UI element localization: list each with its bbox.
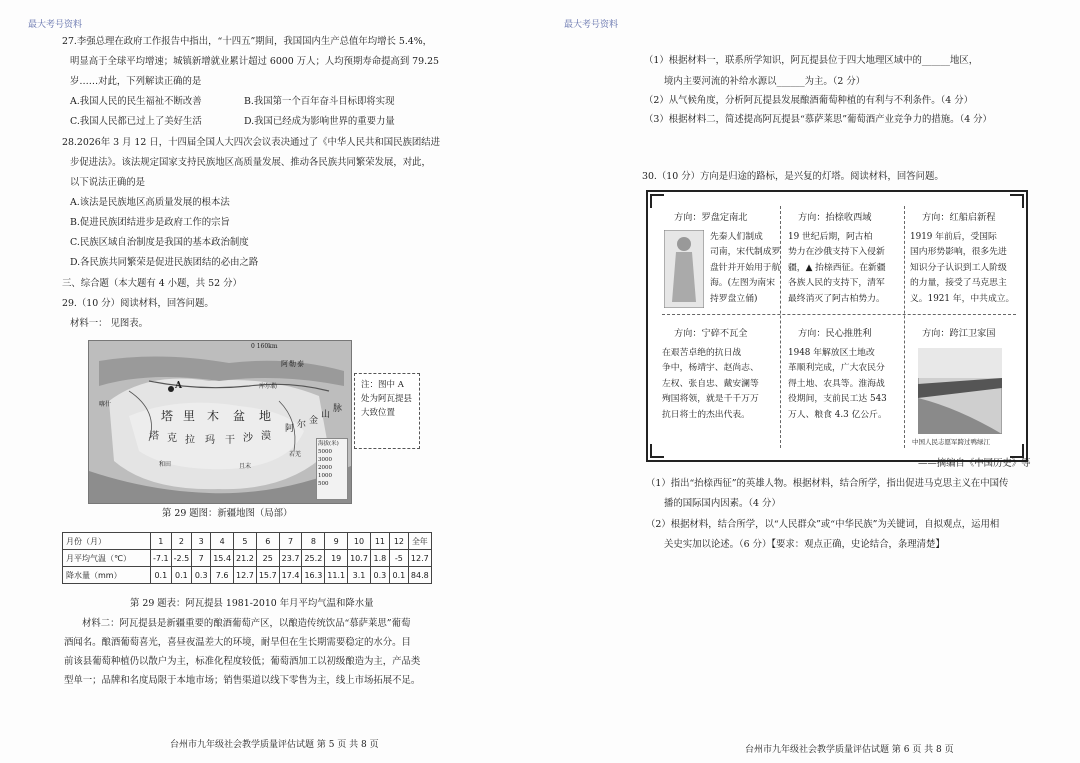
table-cell: 15.4 [211, 550, 234, 567]
material1-label: 材料一： 见图表。 [70, 318, 148, 329]
q27-option-d: D.我国已经成为影响世界的重要力量 [244, 116, 395, 127]
table-cell: 0.1 [171, 567, 192, 584]
map-place-label: 喀什 [99, 401, 112, 408]
legend-value: 2000 [318, 465, 332, 471]
q28-option-b: B.促进民族团结进步是政府工作的宗旨 [70, 217, 230, 228]
q27-line: 明显高于全球平均增速；城镇新增就业累计超过 6000 万人；人均预期寿命提高到 79.25 [70, 56, 440, 67]
frame-corner [650, 444, 664, 458]
map-note: 注：图中 A 处为阿瓦提县大致位置 [354, 373, 420, 449]
map-place-label: 山 [321, 410, 331, 420]
panel-title-text: 方向：罗盘定南北 [674, 212, 748, 223]
map-point-a: A [175, 381, 182, 391]
q28-line: 28.2026年 3 月 12 日，十四届全国人大四次会议表决通过了《中华人民共和国民族团结进 [62, 137, 440, 148]
panel-body-text: 1948 年解放区土地改 革顺利完成，广大农民分 得土地、农具等。淮海战 役期间，支前民工达 543 万人、粮食 4.3 亿公斤。 [788, 348, 887, 420]
q29-sub-question: （1）根据材料一，联系所学知识，阿瓦提县位于四大地理区域中的______地区， [644, 55, 979, 66]
q27-line: 27.李强总理在政府工作报告中指出，“十四五”期间，我国国内生产总值年均增长 5.4%， [62, 36, 433, 47]
table-caption: 第 29 题表：阿瓦提县 1981-2010 年月平均气温和降水量 [130, 598, 374, 609]
table-cell: 0.1 [389, 567, 408, 584]
map-region-label: 盆 [233, 409, 246, 423]
map-legend [316, 438, 348, 500]
map-place-label: 若羌 [289, 451, 302, 458]
q28-option-d: D.各民族共同繁荣是促进民族团结的必由之路 [70, 257, 259, 268]
q28-option-a: A.该法是民族地区高质量发展的根本法 [70, 197, 230, 208]
map-desert-label: 干 [225, 435, 235, 446]
material2-line: 型单一；品牌和名度局限于本地市场；销售渠道以线下零售为主，线上市场拓展不足。 [64, 675, 421, 686]
q28-option-c: C.民族区域自治制度是我国的基本政治制度 [70, 237, 249, 248]
table-cell: 10.7 [348, 550, 371, 567]
panel-title-text: 方向：红船启新程 [922, 212, 996, 223]
page-footer: 台州市九年级社会教学质量评估试题 第 5 页 共 8 页 [170, 740, 379, 750]
table-cell: 11.1 [325, 567, 348, 584]
map-place-label: 阿 [285, 424, 295, 434]
panel-title-text: 方向：宁碎不瓦全 [674, 328, 748, 339]
table-cell: 12.7 [234, 567, 257, 584]
panel-body-text: 1919 年前后，受国际 国内形势影响，很多先进 知识分子认识到工人阶级 的力量，接受了马克思主 义。1921 年，中共成立。 [910, 232, 1015, 304]
map-place-label: 脉 [333, 404, 343, 414]
panel-title [922, 210, 996, 225]
map-place-label: 金 [309, 416, 319, 426]
panel-title [798, 326, 872, 341]
table-cell: 15.7 [256, 567, 279, 584]
frame-corner [1010, 194, 1024, 208]
panel-body-text: 在艰苦卓绝的抗日战 争中，杨靖宇、赵尚志、 左权、张自忠、戴安澜等 殉国将领，就是千千万万 抗日将士的杰出代表。 [662, 348, 759, 420]
legend-value: 5000 [318, 449, 332, 455]
q30-sub-question: （1）指出“抬榇西征”的英雄人物。根据材料，结合所学，指出促进马克思主义在中国传 [646, 478, 1009, 489]
table-row-label: 月平均气温（℃） [63, 550, 151, 567]
table-cell: 3.1 [348, 567, 371, 584]
frame-corner [650, 194, 664, 208]
table-header: 12 [389, 533, 408, 550]
table-cell: 16.3 [302, 567, 325, 584]
table-cell: -2.5 [171, 550, 192, 567]
source-citation: ——摘编自《中国历史》等 [918, 458, 1031, 469]
page-footer: 台州市九年级社会教学质量评估试题 第 6 页 共 8 页 [745, 745, 954, 755]
panel-title-text: 方向：跨江卫家国 [922, 328, 996, 339]
map-desert-label: 克 [167, 433, 177, 444]
table-cell: 1.8 [370, 550, 389, 567]
panel-body [910, 230, 1014, 307]
divider [904, 206, 905, 448]
map-place-label: 尔 [297, 420, 307, 430]
table-header: 月份（月） [63, 533, 151, 550]
q30-title: 30.（10 分）方向是归途的路标，是兴复的灯塔。阅读材料，回答问题。 [642, 171, 944, 182]
divider [662, 314, 1016, 315]
table-header: 3 [192, 533, 211, 550]
legend-value: 500 [318, 481, 329, 487]
table-header: 1 [151, 533, 172, 550]
watermark: 最大考号资料 [28, 20, 83, 30]
map-desert-label: 玛 [205, 435, 215, 446]
table-cell: 17.4 [279, 567, 302, 584]
q29-sub-question: 境内主要河流的补给水源以______为主。（2 分） [664, 76, 866, 87]
material2-line: 酒闻名。酿酒葡萄喜光，喜昼夜温差大的环境，耐旱但在生长期需要稳定的水分。目 [64, 637, 411, 648]
table-header: 6 [256, 533, 279, 550]
q30-sub-question: 关史实加以论述。（6 分）【要求：观点正确，史论结合，条理清楚】 [664, 539, 945, 550]
q30-sub-question: （2）根据材料，结合所学，以“人民群众”或“中华民族”为关键词，自拟观点，运用相 [646, 519, 1000, 530]
q28-line: 步促进法》。该法规定国家支持民族地区高质量发展、推动各民族共同繁荣发展，对此， [70, 157, 431, 168]
panel-title [674, 326, 748, 341]
table-header: 5 [234, 533, 257, 550]
panel-title [798, 210, 872, 225]
panel-body-text: 19 世纪后期，阿古柏 势力在沙俄支持下入侵新 疆，▲ 抬榇西征。在新疆 各族人民的支持下，清军 最终消灭了阿古柏势力。 [788, 232, 886, 304]
map-place-label: 阿 [281, 360, 288, 368]
history-material-box [646, 190, 1028, 462]
q29-title: 29.（10 分）阅读材料，回答问题。 [62, 298, 214, 309]
table-cell: 84.8 [408, 567, 431, 584]
panel-body [788, 230, 886, 307]
panel-body-text: 先秦人们制成 司南，宋代制成罗 盘针并开始用于航 海。(左图为南宋 持罗盘立俑) [710, 232, 781, 304]
xinjiang-map [88, 340, 352, 504]
climate-table [62, 532, 432, 584]
table-cell: 7.6 [211, 567, 234, 584]
map-place-label: 勒 [289, 360, 296, 368]
table-row [63, 567, 432, 584]
table-cell: 0.1 [151, 567, 172, 584]
panel-title-text: 方向：民心推胜利 [798, 328, 872, 339]
legend-title: 海拔(米) [318, 441, 339, 447]
map-region-label: 里 [183, 409, 196, 423]
table-cell: 19 [325, 550, 348, 567]
table-cell: -7.1 [151, 550, 172, 567]
legend-value: 3000 [318, 457, 332, 463]
q27-option-b: B.我国第一个百年奋斗目标即将实现 [244, 96, 395, 107]
photo-caption: 中国人民志愿军跨过鸭绿江 [912, 438, 990, 446]
map-desert-label: 漠 [261, 431, 271, 442]
table-header: 7 [279, 533, 302, 550]
map-place-label: 库尔勒 [259, 383, 278, 390]
table-header: 10 [348, 533, 371, 550]
section-title: 三、综合题（本大题有 4 小题，共 52 分） [62, 278, 242, 289]
q29-sub-question: （3）根据材料二，简述提高阿瓦提县“慕萨莱思”葡萄酒产业竞争力的措施。（4 分） [644, 114, 992, 125]
panel-body [662, 346, 759, 423]
panel-body [788, 346, 887, 423]
map-place-label: 泰 [297, 360, 304, 368]
material2-line: 材料二：阿瓦提县是新疆重要的酿酒葡萄产区，以酿造传统饮品“慕萨莱思”葡萄 [82, 618, 411, 629]
q29-sub-question: （2）从气候角度，分析阿瓦提县发展酿酒葡萄种植的有利与不利条件。（4 分） [644, 95, 973, 106]
map-region-label: 地 [259, 409, 272, 423]
table-cell: 23.7 [279, 550, 302, 567]
map-place-label: 和田 [159, 461, 172, 468]
table-cell: -5 [389, 550, 408, 567]
map-place-label: 且末 [239, 463, 252, 470]
q30-sub-question: 播的国际国内因素。（4 分） [664, 498, 781, 509]
panel-title [674, 210, 748, 225]
table-cell: 12.7 [408, 550, 431, 567]
table-header: 2 [171, 533, 192, 550]
q27-option-c: C.我国人民都已过上了美好生活 [70, 116, 202, 127]
table-cell: 25.2 [302, 550, 325, 567]
table-header: 11 [370, 533, 389, 550]
table-cell: 0.3 [192, 567, 211, 584]
table-header: 8 [302, 533, 325, 550]
legend-value: 1000 [318, 473, 332, 479]
table-header: 全年 [408, 533, 431, 550]
table-cell: 25 [256, 550, 279, 567]
map-scale: 0 160km [251, 343, 278, 350]
watermark: 最大考号资料 [564, 20, 619, 30]
table-row-label: 降水量（mm） [63, 567, 151, 584]
table-cell: 21.2 [234, 550, 257, 567]
table-cell: 7 [192, 550, 211, 567]
panel-title-text: 方向：抬榇收西域 [798, 212, 872, 223]
map-desert-label: 拉 [185, 435, 195, 446]
map-region-label: 塔 [161, 409, 174, 423]
panel-title [922, 326, 996, 341]
q27-option-a: A.我国人民的民生福祉不断改善 [70, 96, 202, 107]
table-cell: 0.3 [370, 567, 389, 584]
material2-line: 前该县葡萄种植仍以散户为主，标准化程度较低；葡萄酒加工以初级酿造为主，产品类 [64, 656, 421, 667]
bridge-photo [918, 348, 1002, 434]
table-header: 4 [211, 533, 234, 550]
panel-body [710, 230, 780, 307]
table-row [63, 550, 432, 567]
table-header: 9 [325, 533, 348, 550]
frame-corner [1010, 444, 1024, 458]
map-region-label: 木 [207, 409, 220, 423]
table-row [63, 533, 432, 550]
map-desert-label: 沙 [243, 433, 253, 444]
map-caption: 第 29 题图：新疆地图（局部） [162, 508, 293, 519]
figurine-image [664, 230, 704, 308]
q27-line: 岁……对此，下列解读正确的是 [70, 76, 202, 87]
q28-line: 以下说法正确的是 [70, 177, 146, 188]
map-desert-label: 塔 [149, 431, 159, 442]
